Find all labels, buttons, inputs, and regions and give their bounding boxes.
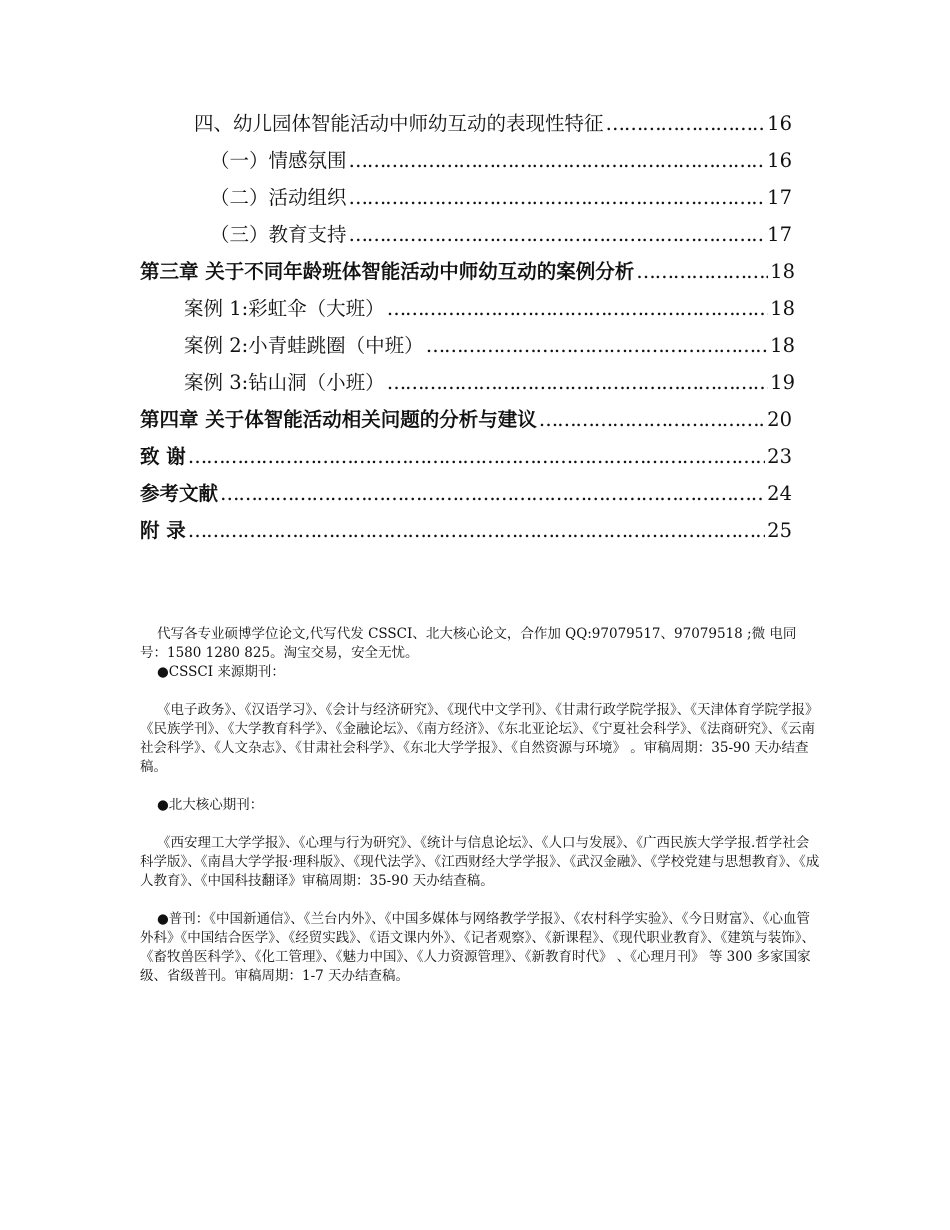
toc-entry-title: 案例 1:彩虹伞（大班）: [184, 297, 385, 320]
toc-entry-page: 18: [770, 260, 795, 283]
dot-leader: [426, 334, 768, 357]
toc-entry-page: 18: [770, 297, 795, 320]
toc-entry-title: 第三章 关于不同年龄班体智能活动中师幼互动的案例分析: [140, 260, 635, 283]
toc-entry[interactable]: [210, 145, 792, 181]
toc-entry-title: （二）活动组织: [210, 186, 347, 209]
toc-chapter-entry[interactable]: [140, 256, 795, 292]
toc-chapter-entry[interactable]: [140, 478, 792, 514]
dot-leader: [188, 519, 765, 542]
toc-entry-title: 案例 3:钻山洞（小班）: [184, 371, 385, 394]
toc-entry-title: （三）教育支持: [210, 223, 347, 246]
toc-entry[interactable]: [194, 108, 792, 144]
dot-leader: [539, 408, 765, 431]
advertisement-notice: [140, 625, 820, 986]
dot-leader: [349, 186, 766, 209]
toc-entry-title: 致 谢: [140, 445, 186, 468]
toc-entry-page: 16: [767, 149, 792, 172]
toc-entry-title: （一）情感氛围: [210, 149, 347, 172]
toc-entry[interactable]: [184, 330, 795, 366]
dot-leader: [387, 297, 768, 320]
toc-chapter-entry[interactable]: [140, 515, 792, 551]
toc-entry-title: 案例 2:小青蛙跳圈（中班）: [184, 334, 424, 357]
dot-leader: [387, 371, 768, 394]
toc-entry-page: 18: [770, 334, 795, 357]
dot-leader: [188, 445, 765, 468]
toc-entry[interactable]: [184, 367, 795, 403]
dot-leader: [349, 149, 766, 172]
general-journal-list: ●普刊：《中国新通信》、《兰台内外》、《中国多媒体与网络教学学报》、《农村科学实验》、《今日财富》、《心血管外科》《中国结合医学》、《经贸实践》、《语文课内外》、《记者观察》、《新课程》、《现代职业教育》、《建筑与装饰》、《畜牧兽医科学》、《化工管理》、《魅力中国》、《人力资源管理》、《新教育时代》 、《心理月刊》 等 300 多家国家级、省级普刊。审稿周期：1-7 天办结查稿。: [140, 911, 815, 984]
toc-entry-title: 附 录: [140, 519, 186, 542]
toc-entry-page: 19: [770, 371, 795, 394]
toc-chapter-entry[interactable]: [140, 441, 792, 477]
toc-chapter-entry[interactable]: [140, 404, 792, 440]
cssci-heading: ●CSSCI 来源期刊：: [157, 664, 285, 680]
cssci-journal-list: 《电子政务》、《汉语学习》、《会计与经济研究》、《现代中文学刊》、《甘肃行政学院学报》、《天津体育学院学报》《民族学刊》、《大学教育科学》、《金融论坛》、《南方经济》、《东北亚论坛》、《宁夏社会科学》、《法商研究》、《云南社会科学》、《人文杂志》、《甘肃社会科学》、《东北大学学报》、《自然资源与环境》 。审稿周期：35-90 天办结查稿。: [140, 702, 819, 775]
toc-entry[interactable]: [184, 293, 795, 329]
toc-entry-page: 25: [767, 519, 792, 542]
toc-entry-page: 20: [767, 408, 792, 431]
toc-entry[interactable]: [210, 219, 792, 255]
toc-entry-page: 17: [767, 186, 792, 209]
dot-leader: [606, 112, 766, 135]
dot-leader: [220, 482, 765, 505]
dot-leader: [636, 260, 768, 283]
pku-core-heading: ●北大核心期刊：: [157, 797, 264, 813]
toc-entry-page: 23: [767, 445, 792, 468]
notice-intro: 代写各专业硕博学位论文,代写代发 CSSCI、北大核心论文，合作加 QQ:97079517、97079518 ;微 电同号：1580 1280 825。淘宝交易，安全无忧。: [140, 626, 797, 661]
toc-entry-page: 24: [767, 482, 792, 505]
toc-entry-title: 第四章 关于体智能活动相关问题的分析与建议: [140, 408, 537, 431]
toc-entry-title: 参考文献: [140, 482, 219, 505]
toc-entry-page: 16: [767, 112, 792, 135]
toc-entry[interactable]: [210, 182, 792, 218]
pku-core-journal-list: 《西安理工大学学报》、《心理与行为研究》、《统计与信息论坛》、《人口与发展》、《广西民族大学学报.哲学社会科学版》、《南昌大学学报·理科版》、《现代法学》、《江西财经大学学报》、《武汉金融》、《学校党建与思想教育》、《成人教育》、《中国科技翻译》审稿周期：35-90 天办结查稿。: [140, 835, 820, 889]
dot-leader: [349, 223, 766, 246]
toc-entry-title: 四、幼儿园体智能活动中师幼互动的表现性特征: [194, 112, 604, 135]
toc-entry-page: 17: [767, 223, 792, 246]
